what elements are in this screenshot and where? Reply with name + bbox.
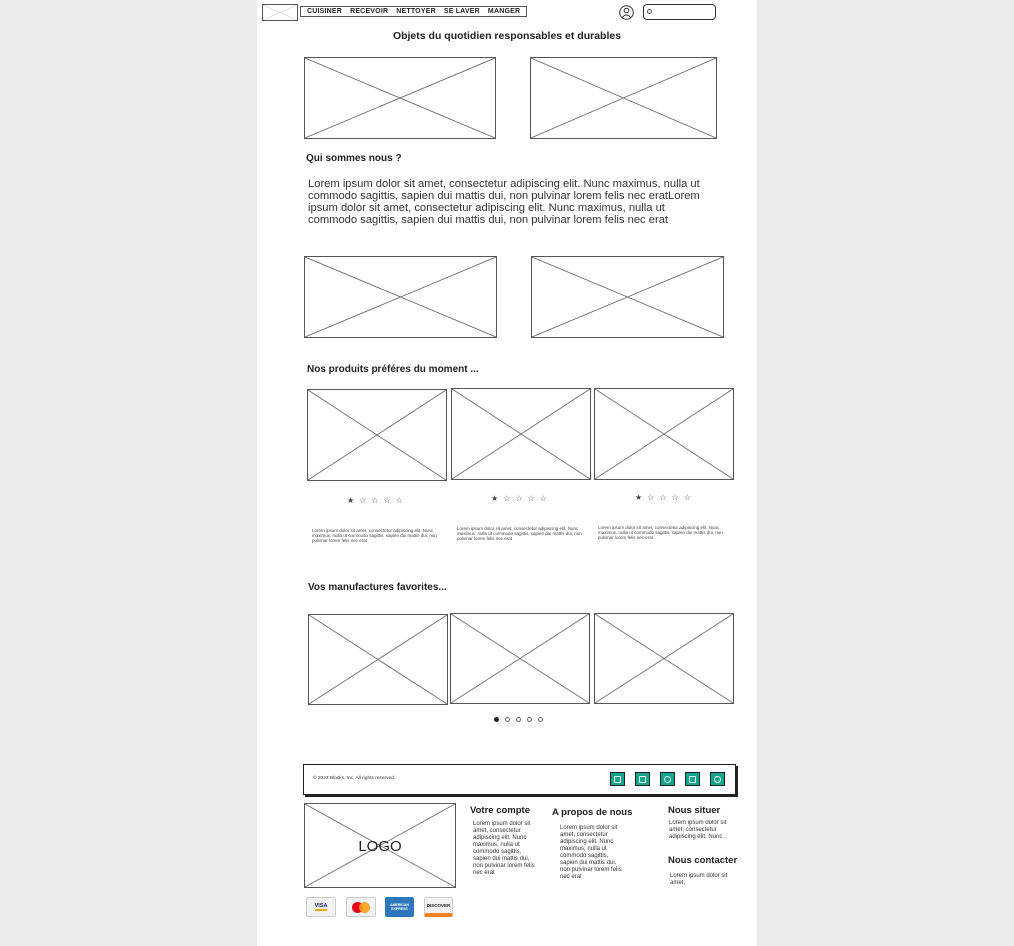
star-empty-icon[interactable]: ☆ [515, 494, 528, 503]
carousel-dot-4[interactable] [527, 717, 532, 722]
products-title: Nos produits préféres du moment ... [307, 364, 479, 375]
carousel-dot-1[interactable] [494, 717, 499, 722]
mastercard-icon [346, 897, 376, 917]
logo-text: LOGO [358, 838, 402, 855]
discover-label: DISCOVER [426, 903, 451, 908]
header-logo-placeholder[interactable] [262, 4, 298, 21]
facebook-icon[interactable] [610, 772, 625, 786]
product-image-1[interactable] [307, 389, 447, 481]
star-empty-icon[interactable]: ☆ [671, 493, 684, 502]
nav-item-cuisiner[interactable]: CUISINER [307, 8, 343, 15]
product-image-2[interactable] [451, 388, 591, 480]
nav-item-se-laver[interactable]: SE LAVER [443, 8, 480, 15]
amex-label: AMERICAN EXPRESS [390, 903, 409, 911]
instagram-icon[interactable] [660, 772, 675, 786]
copyright-text: © 2023 Blocks, Inc. All rights reserved. [313, 776, 396, 781]
nav-item-recevoir[interactable]: RECEVOIR [350, 8, 389, 15]
footer-about-text[interactable]: Lorem ipsum dolor sit amet, consectetur adipiscing elit. Nunc maximus, nulla ut commodo sagittis, sapien dui mattis dui, non pulvinar lorem felis nec erat [560, 825, 622, 880]
visa-card-icon [306, 897, 336, 917]
carousel-dot-5[interactable] [538, 717, 543, 722]
star-filled-icon[interactable]: ★ [491, 494, 504, 503]
product-description-2: Lorem ipsum dolor sit amet, consectetur adipiscing elit. Nunc maximus, nulla ut commodo sagittis, sapien dui mattis dui, non pulvinar lorem felis nec erat [457, 526, 582, 541]
carousel-dot-2[interactable] [505, 717, 510, 722]
product-image-3[interactable] [594, 388, 734, 480]
star-filled-icon[interactable]: ★ [635, 493, 648, 502]
star-empty-icon[interactable]: ☆ [647, 493, 660, 502]
footer-about-title: A propos de nous [552, 807, 633, 818]
star-empty-icon[interactable]: ☆ [527, 494, 540, 503]
footer-logo[interactable] [304, 803, 456, 888]
linkedin-icon[interactable] [685, 772, 700, 786]
carousel-pagination [494, 717, 543, 722]
footer-account-title: Votre compte [470, 805, 531, 816]
dribbble-icon[interactable] [710, 772, 725, 786]
nav-item-nettoyer[interactable]: NETTOYER [396, 8, 436, 15]
visa-label: VISA [314, 903, 328, 909]
hero-image-right [530, 57, 717, 139]
product-rating-1[interactable] [347, 496, 408, 505]
star-empty-icon[interactable]: ☆ [383, 496, 396, 505]
user-account-icon[interactable] [619, 5, 634, 20]
twitter-icon[interactable] [635, 772, 650, 786]
nav-item-manger[interactable]: MANGER [487, 8, 521, 15]
search-icon [647, 9, 652, 14]
star-empty-icon[interactable]: ☆ [359, 496, 372, 505]
star-empty-icon[interactable]: ☆ [539, 494, 552, 503]
about-title: Qui sommes nous ? [306, 153, 402, 164]
manufacture-image-3[interactable] [594, 613, 734, 704]
star-empty-icon[interactable]: ☆ [371, 496, 384, 505]
star-empty-icon[interactable]: ☆ [395, 496, 408, 505]
manufacture-image-1[interactable] [308, 614, 448, 705]
about-text: Lorem ipsum dolor sit amet, consectetur adipiscing elit. Nunc maximus, nulla ut commodo sagittis, sapien dui mattis dui, non pulvinar lorem felis nec eratLorem ipsum dolor sit amet, consectetur adipiscing elit. Nunc maximus, nulla ut commodo sagittis, sapien dui mattis dui, non pulvinar lorem felis nec erat [308, 178, 700, 226]
star-empty-icon[interactable]: ☆ [683, 493, 696, 502]
about-image-right [531, 256, 724, 338]
search-input[interactable] [643, 4, 716, 20]
star-empty-icon[interactable]: ☆ [659, 493, 672, 502]
product-rating-2[interactable] [491, 494, 552, 503]
product-description-3: Lorem ipsum dolor sit amet, consectetur adipiscing elit. Nunc maximus, nulla ut commodo sagittis, sapien dui mattis dui, non pulvinar lorem felis nec erat [598, 525, 723, 540]
hero-title: Objets du quotidien responsables et durables [392, 30, 622, 42]
main-nav [300, 6, 527, 17]
footer-locate-title: Nous situer [668, 805, 721, 816]
star-filled-icon[interactable]: ★ [347, 496, 360, 505]
carousel-dot-3[interactable] [516, 717, 521, 722]
star-empty-icon[interactable]: ☆ [503, 494, 516, 503]
amex-card-icon [385, 897, 414, 917]
mastercard-circles [352, 902, 370, 913]
about-image-left [304, 256, 497, 338]
manufacture-image-2[interactable] [450, 613, 590, 704]
footer-locate-text[interactable]: Lorem ipsum dolor sit amet, consectetur adipiscing elit. Nunc . [669, 820, 727, 840]
discover-card-icon [424, 897, 453, 917]
footer-account-text[interactable]: Lorem ipsum dolor sit amet, consectetur adipiscing elit. Nunc maximus, nulla ut commodo sagittis, sapien dui mattis dui, non pulvinar lorem felis nec erat [473, 821, 535, 876]
product-rating-3[interactable] [635, 493, 696, 502]
footer-contact-text[interactable]: Lorem ipsum dolor sit amet, [670, 873, 728, 886]
manufactures-title: Vos manufactures favorites... [308, 582, 447, 593]
footer-contact-title: Nous contacter [668, 855, 738, 866]
product-description-1: Lorem ipsum dolor sit amet, consectetur adipiscing elit. Nunc maximus, nulla ut commodo sagittis, sapien dui mattis dui, non pulvinar lorem felis nec erat [312, 528, 437, 543]
hero-image-left [304, 57, 496, 139]
